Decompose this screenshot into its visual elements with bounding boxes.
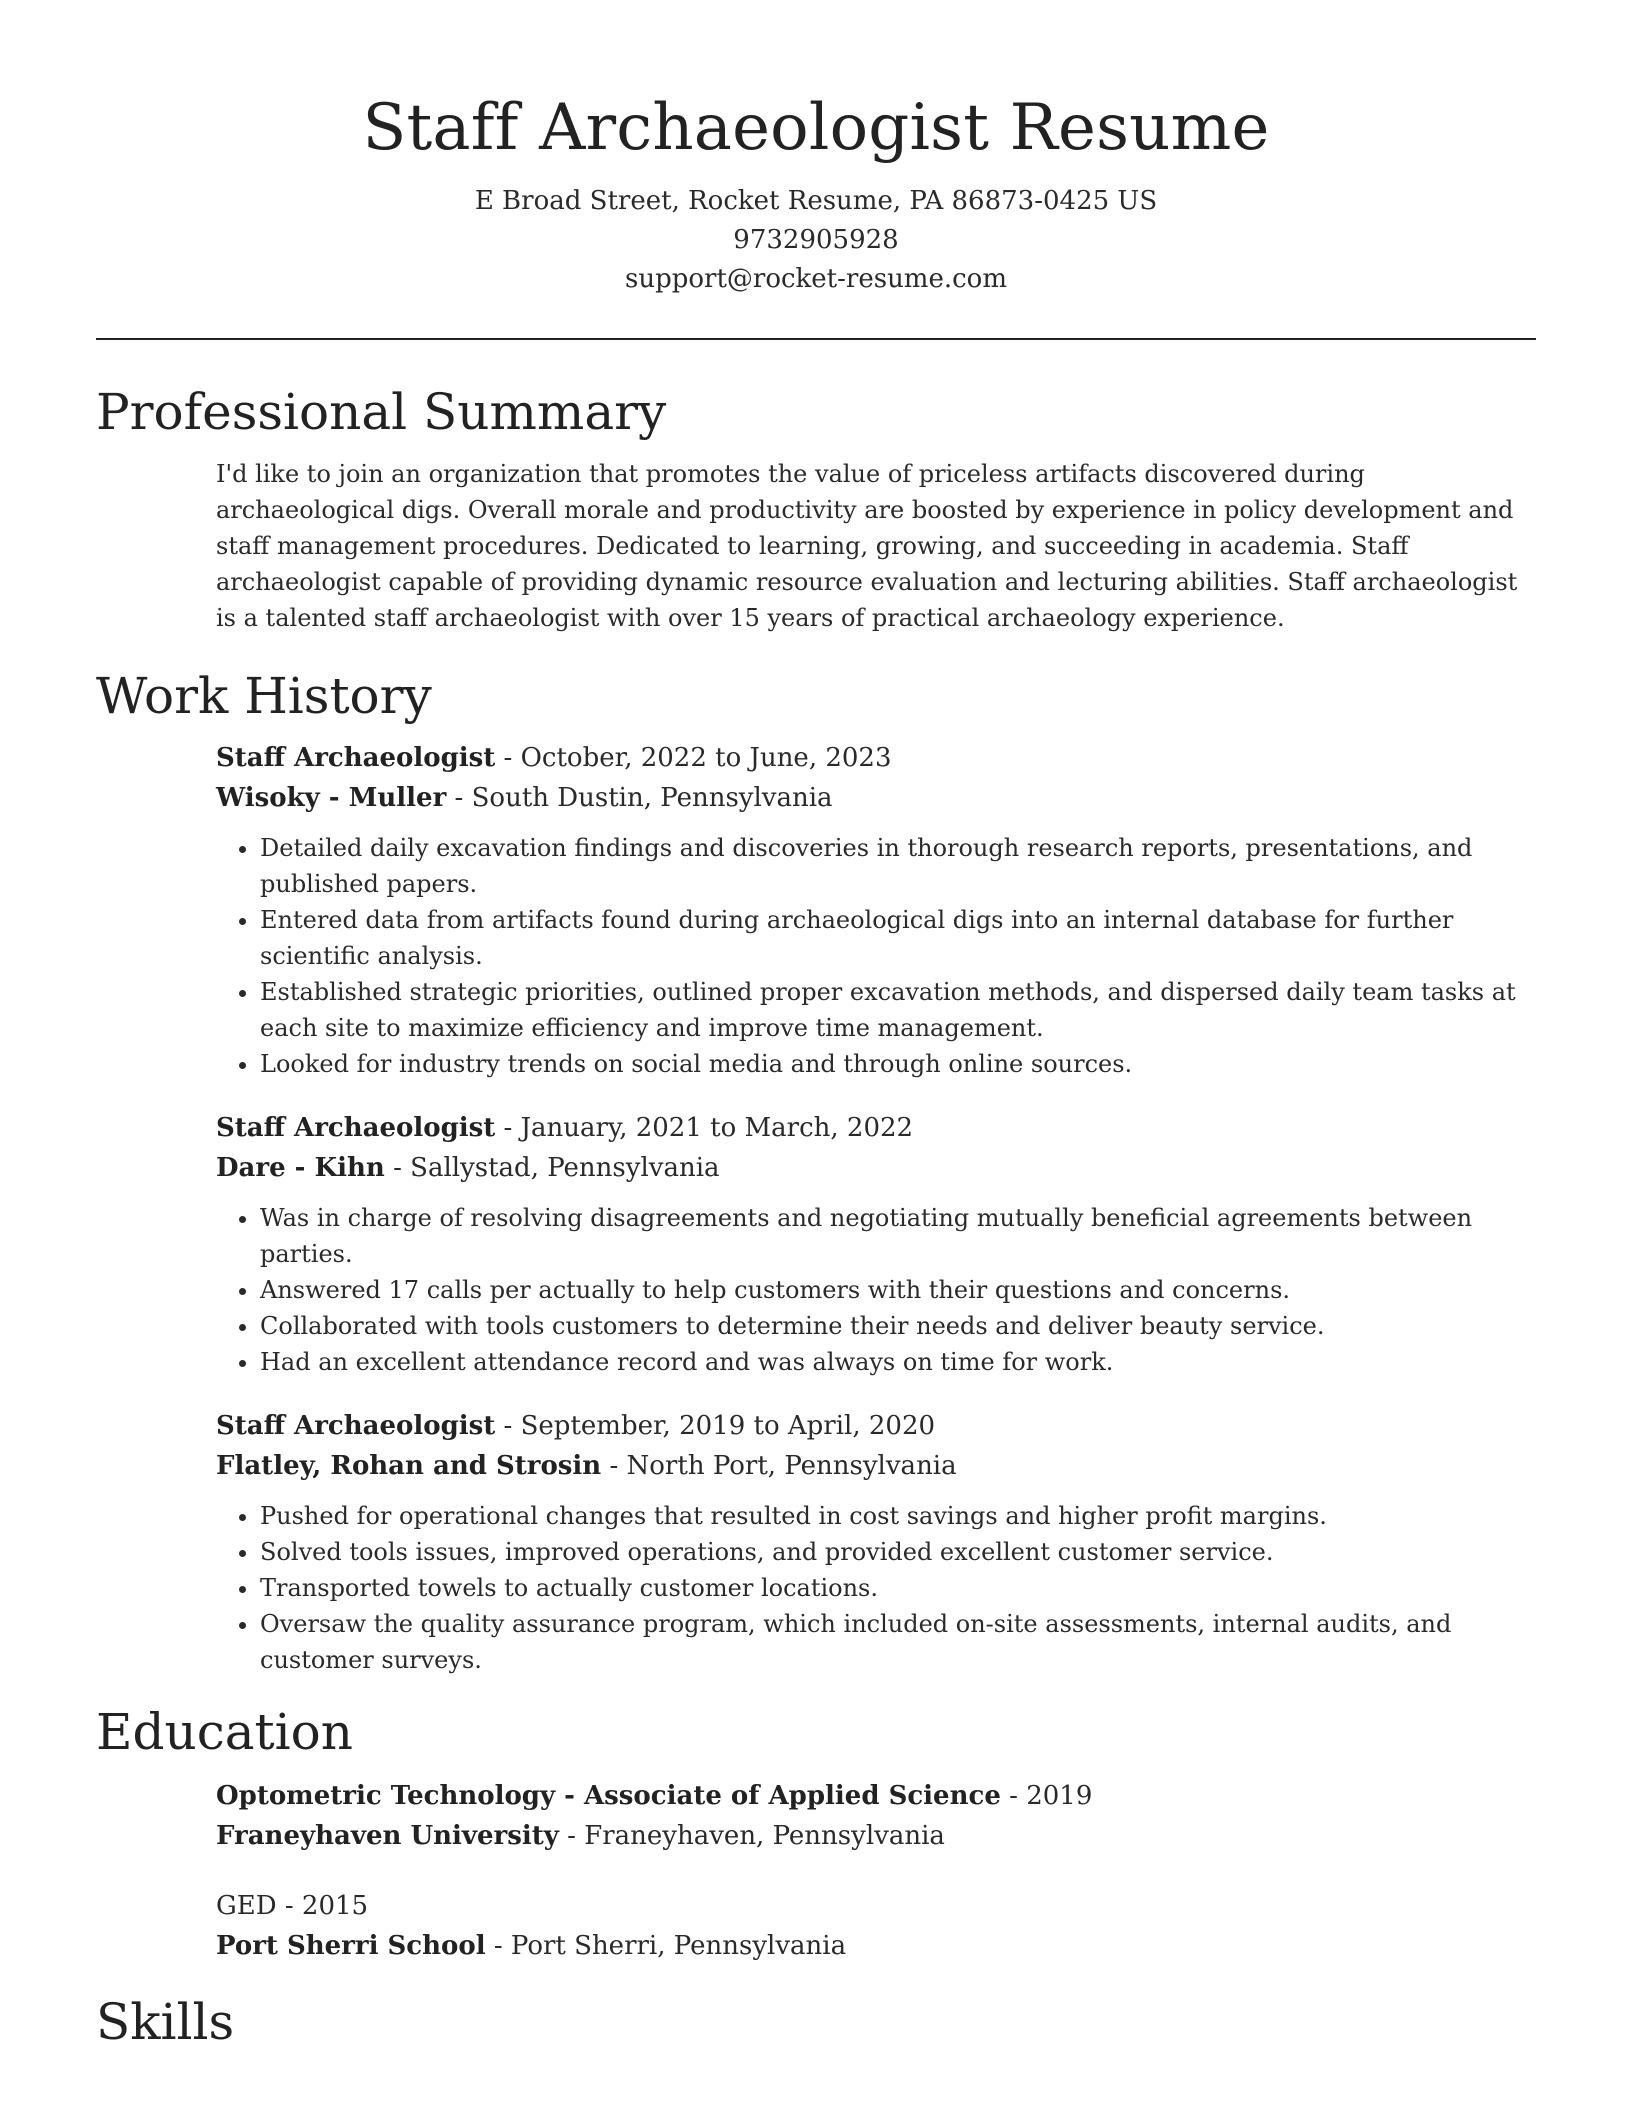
job-role-line — [216, 738, 1536, 778]
job-company-line — [216, 778, 1536, 818]
contact-block — [96, 182, 1536, 299]
education-location: - Port Sherri, Pennsylvania — [485, 1931, 847, 1961]
education-school: Port Sherri School — [216, 1931, 486, 1961]
education-degree-line — [216, 1776, 1536, 1816]
resume-page — [96, 0, 1536, 2054]
job-bullet: • Oversaw the quality assurance program, which included on-site assessments, internal audits, and customer surveys. — [260, 1606, 1536, 1678]
education-school-line — [216, 1816, 1536, 1856]
contact-email: support@rocket-resume.com — [624, 264, 1007, 294]
resume-header — [96, 0, 1536, 299]
job-bullets — [216, 1498, 1536, 1678]
job-role: Staff Archaeologist — [216, 743, 496, 773]
job-bullet: • Looked for industry trends on social media and through online sources. — [260, 1046, 1536, 1082]
education-school: Franeyhaven University — [216, 1821, 559, 1851]
job-bullet: • Pushed for operational changes that resulted in cost savings and higher profit margins. — [260, 1498, 1536, 1534]
education-entry — [216, 1776, 1536, 1856]
job-company: Wisoky - Muller — [216, 783, 447, 813]
job-entry — [216, 1406, 1536, 1678]
education-degree-line — [216, 1886, 1536, 1926]
section-title-skills: Skills — [96, 1993, 235, 2051]
contact-address: E Broad Street, Rocket Resume, PA 86873-0425 US — [474, 186, 1158, 216]
education-year: - 2015 — [276, 1891, 369, 1921]
job-bullet: • Entered data from artifacts found during archaeological digs into an internal database for further scientific analysis. — [260, 902, 1536, 974]
section-title-work-history: Work History — [96, 667, 432, 725]
education-year: - 2019 — [1000, 1781, 1093, 1811]
job-company: Dare - Kihn — [216, 1153, 385, 1183]
job-company: Flatley, Rohan and Strosin — [216, 1451, 602, 1481]
job-location: - South Dustin, Pennsylvania — [446, 783, 833, 813]
job-dates: - September, 2019 to April, 2020 — [495, 1411, 936, 1441]
job-company-line — [216, 1446, 1536, 1486]
job-bullet: • Solved tools issues, improved operations, and provided excellent customer service. — [260, 1534, 1536, 1570]
education-school-line — [216, 1926, 1536, 1966]
job-role: Staff Archaeologist — [216, 1411, 496, 1441]
education-degree: GED — [216, 1891, 277, 1921]
resume-title: Staff Archaeologist Resume — [362, 91, 1270, 165]
job-location: - North Port, Pennsylvania — [601, 1451, 957, 1481]
job-role-line — [216, 1108, 1536, 1148]
job-bullet: • Answered 17 calls per actually to help customers with their questions and concerns. — [260, 1272, 1536, 1308]
job-location: - Sallystad, Pennsylvania — [384, 1153, 720, 1183]
job-bullet: • Collaborated with tools customers to determine their needs and deliver beauty service. — [260, 1308, 1536, 1344]
job-bullet: • Detailed daily excavation findings and discoveries in thorough research reports, presentations, and published papers. — [260, 830, 1536, 902]
section-title-education: Education — [96, 1703, 353, 1761]
header-divider — [96, 338, 1536, 340]
job-role: Staff Archaeologist — [216, 1113, 496, 1143]
job-dates: - October, 2022 to June, 2023 — [495, 743, 892, 773]
education-entry — [216, 1886, 1536, 1966]
job-bullet: • Was in charge of resolving disagreements and negotiating mutually beneficial agreements between parties. — [260, 1200, 1536, 1272]
job-bullet: • Transported towels to actually customer locations. — [260, 1570, 1536, 1606]
job-role-line — [216, 1406, 1536, 1446]
job-bullet: • Had an excellent attendance record and was always on time for work. — [260, 1344, 1536, 1380]
job-company-line — [216, 1148, 1536, 1188]
job-entry — [216, 1108, 1536, 1380]
job-entry — [216, 738, 1536, 1082]
summary-text: I'd like to join an organization that promotes the value of priceless artifacts discovered during archaeological digs. Overall morale and productivity are boosted by experience in policy development and staff management procedures. Dedicated to learning, growing, and succeeding in academia. Staff archaeologist capable of providing dynamic resource evaluation and lecturing abilities. Staff archaeologist is a talented staff archaeologist with over 15 years of practical archaeology experience. — [216, 460, 1518, 632]
job-bullet: • Established strategic priorities, outlined proper excavation methods, and dispersed daily team tasks at each site to maximize efficiency and improve time management. — [260, 974, 1536, 1046]
section-title-summary: Professional Summary — [96, 383, 667, 441]
job-dates: - January, 2021 to March, 2022 — [495, 1113, 914, 1143]
education-location: - Franeyhaven, Pennsylvania — [558, 1821, 945, 1851]
contact-phone: 9732905928 — [733, 225, 899, 255]
job-bullets — [216, 830, 1536, 1082]
job-bullets — [216, 1200, 1536, 1380]
education-degree: Optometric Technology - Associate of Applied Science — [216, 1781, 1001, 1811]
